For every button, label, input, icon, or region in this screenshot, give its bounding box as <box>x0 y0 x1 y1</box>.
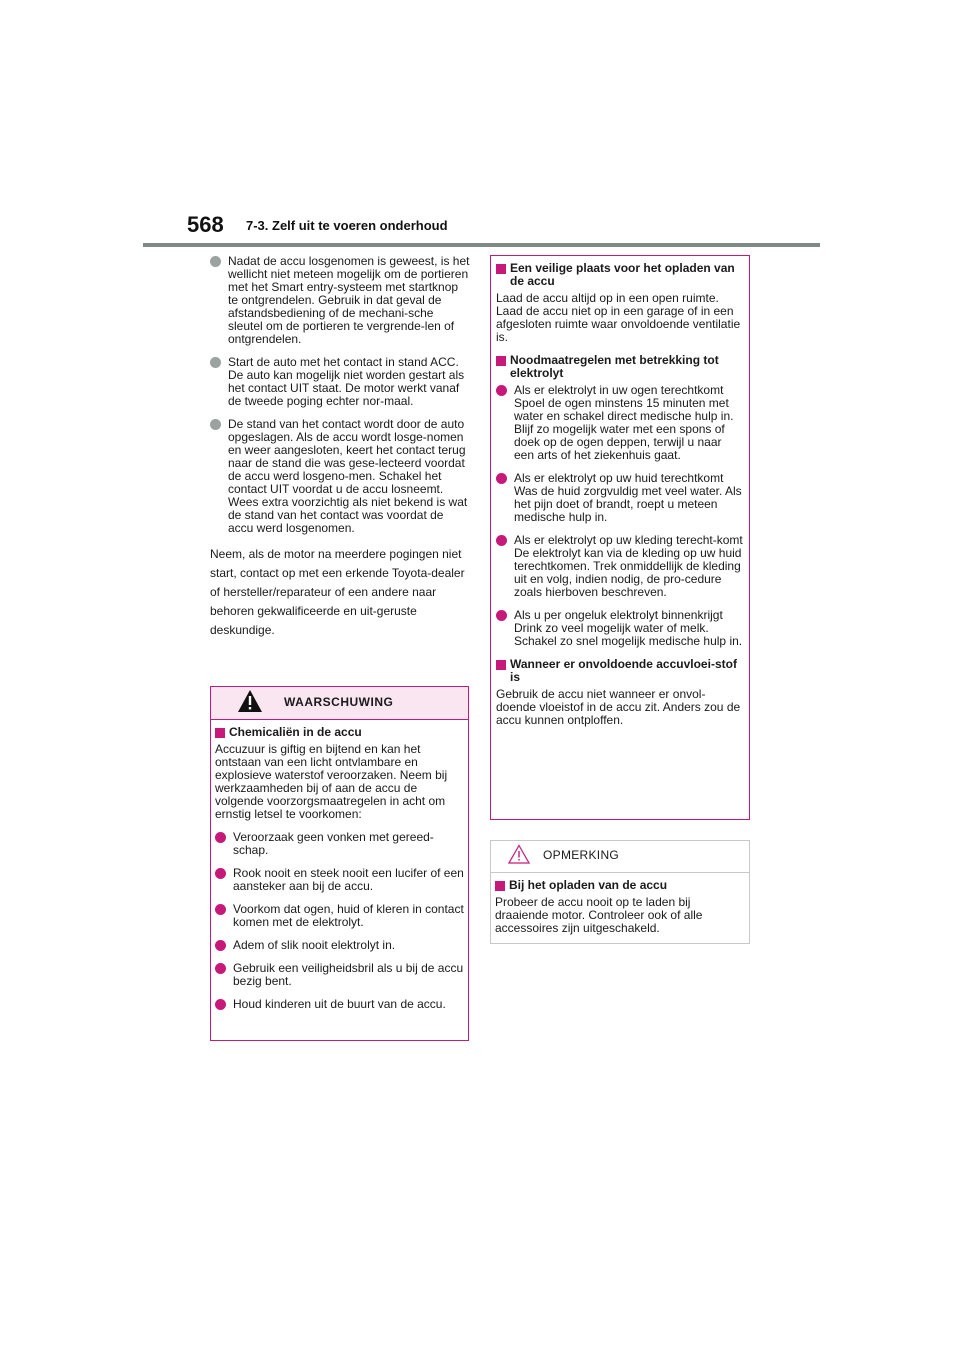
list-item <box>215 939 464 952</box>
list-item-text: Als er elektrolyt op uw kleding terecht-komt De elektrolyt kan via de kleding op uw huid terechtkomen. Trek onmiddellijk de kleding uit en volg, indien nodig, de pro-cedure zoals hierboven beschreven. <box>514 533 743 599</box>
bullet-dot-icon <box>215 868 226 879</box>
bullet-dot-icon <box>496 610 507 621</box>
section-heading-text: Een veilige plaats voor het opladen van de accu <box>510 261 735 288</box>
list-item-text: Als er elektrolyt in uw ogen terechtkomt Spoel de ogen minstens 15 minuten met water en schakel direct medische hulp in. Blijf zo mogelijk water met een spons of doek op de ogen deppen, terwijl u naar een arts of het ziekenhuis gaat. <box>514 383 734 462</box>
warning-box <box>210 686 469 1041</box>
section-heading <box>496 262 744 288</box>
note-title: OPMERKING <box>543 848 620 862</box>
list-item <box>496 472 744 524</box>
list-item-text: De stand van het contact wordt door de auto opgeslagen. Als de accu wordt losge-nomen en weer aangesloten, keert het contact terug naar de stand die was gese-lecteerd voordat de accu werd losgeno-men. Schakel het contact UIT voordat u de accu losneemt. Wees extra voorzichtig als niet bekend is wat de stand van het contact was voordat de accu werd losgenomen. <box>228 417 468 535</box>
list-item-text: Gebruik een veiligheidsbril als u bij de accu bezig bent. <box>233 961 464 988</box>
list-item-text: Als er elektrolyt op uw huid terechtkomt Was de huid zorgvuldig met veel water. Als het pijn doet of brandt, roept u meteen medische hulp in. <box>514 471 742 524</box>
body-paragraph: Gebruik de accu niet wanneer er onvol-doende vloeistof in de accu zit. Anders zou de accu kunnen ontploffen. <box>496 687 741 727</box>
page-header <box>0 0 960 250</box>
note-box <box>490 840 750 944</box>
list-item-text: Houd kinderen uit de buurt van de accu. <box>233 997 446 1011</box>
warning-continuation-box <box>490 255 750 820</box>
warning-body <box>211 720 468 1011</box>
body-paragraph: Neem, als de motor na meerdere pogingen niet start, contact op met een erkende Toyota-dealer of hersteller/reparateur of een andere naar behoren gekwalificeerde en uit-geruste deskundige. <box>210 547 465 637</box>
note-text: Probeer de accu nooit op te laden bij draaiende motor. Controleer ook of alle accessoires zijn uitgeschakeld. <box>495 895 703 935</box>
warning-heading <box>215 726 464 739</box>
list-item <box>496 609 744 648</box>
list-item <box>210 255 470 346</box>
bullet-dot-icon <box>215 963 226 974</box>
list-item-text: Rook nooit en steek nooit een lucifer of een aansteker aan bij de accu. <box>233 866 464 893</box>
bullet-dot-icon <box>496 385 507 396</box>
square-bullet-icon <box>495 881 505 891</box>
list-item-text: Voorkom dat ogen, huid of kleren in contact komen met de elektrolyt. <box>233 902 464 929</box>
list-item <box>215 831 464 857</box>
header-divider <box>143 243 820 247</box>
section-heading <box>496 354 744 380</box>
warning-header <box>211 687 468 720</box>
bullet-dot-icon <box>210 419 221 430</box>
note-heading-text: Bij het opladen van de accu <box>509 878 668 892</box>
bullet-dot-icon <box>215 832 226 843</box>
note-heading <box>495 879 745 892</box>
section-title: 7-3. Zelf uit te voeren onderhoud <box>246 218 448 233</box>
list-item <box>215 998 464 1011</box>
list-item <box>210 356 470 408</box>
warning-triangle-icon <box>237 689 263 713</box>
page-number: 568 <box>187 212 224 237</box>
caution-triangle-icon <box>508 844 530 864</box>
list-item-text: Adem of slik nooit elektrolyt in. <box>233 938 396 952</box>
section-heading <box>496 658 744 684</box>
warning-heading-text: Chemicaliën in de accu <box>229 725 362 739</box>
list-item-text: Nadat de accu losgenomen is geweest, is het wellicht niet meteen mogelijk om de portieren met het Smart entry-systeem met startknop te ontgrendelen. Gebruik in dat geval de afstandsbediening of de mechani-sche sleutel om de portieren te vergrende-len of ontgrendelen. <box>228 254 470 346</box>
bullet-dot-icon <box>215 904 226 915</box>
list-item <box>215 962 464 988</box>
square-bullet-icon <box>215 728 225 738</box>
square-bullet-icon <box>496 356 506 366</box>
list-item <box>215 903 464 929</box>
list-item-text: Als u per ongeluk elektrolyt binnenkrijgt Drink zo veel mogelijk water of melk. Schakel zo snel mogelijk medische hulp in. <box>514 608 743 648</box>
list-item <box>496 534 744 599</box>
left-column <box>210 255 470 640</box>
list-item-text: Veroorzaak geen vonken met gereed-schap. <box>233 830 434 857</box>
list-item <box>496 384 744 462</box>
square-bullet-icon <box>496 660 506 670</box>
square-bullet-icon <box>496 264 506 274</box>
list-item-text: Start de auto met het contact in stand ACC. De auto kan mogelijk niet worden gestart als het contact UIT staat. De motor werkt vanaf de tweede poging echter nor-maal. <box>228 355 465 408</box>
bullet-dot-icon <box>210 357 221 368</box>
bullet-dot-icon <box>215 940 226 951</box>
bullet-dot-icon <box>496 473 507 484</box>
body-paragraph: Laad de accu altijd op in een open ruimte. Laad de accu niet op in een garage of in een afgesloten ruimte waar onvoldoende ventilatie is. <box>496 291 741 344</box>
warning-title: WAARSCHUWING <box>284 695 394 709</box>
list-item <box>215 867 464 893</box>
bullet-dot-icon <box>215 999 226 1010</box>
section-heading-text: Noodmaatregelen met betrekking tot elektrolyt <box>510 353 719 380</box>
list-item <box>210 418 470 535</box>
bullet-dot-icon <box>496 535 507 546</box>
section-heading-text: Wanneer er onvoldoende accuvloei-stof is <box>510 657 737 684</box>
note-body <box>491 873 749 935</box>
bullet-dot-icon <box>210 256 221 267</box>
warning-intro: Accuzuur is giftig en bijtend en kan het ontstaan van een licht ontvlambare en explosieve waterstof veroorzaken. Neem bij werkzaamheden bij of aan de accu de volgende voorzorgsmaatregelen in acht om ernstig letsel te voorkomen: <box>215 742 448 821</box>
note-header <box>491 841 749 873</box>
